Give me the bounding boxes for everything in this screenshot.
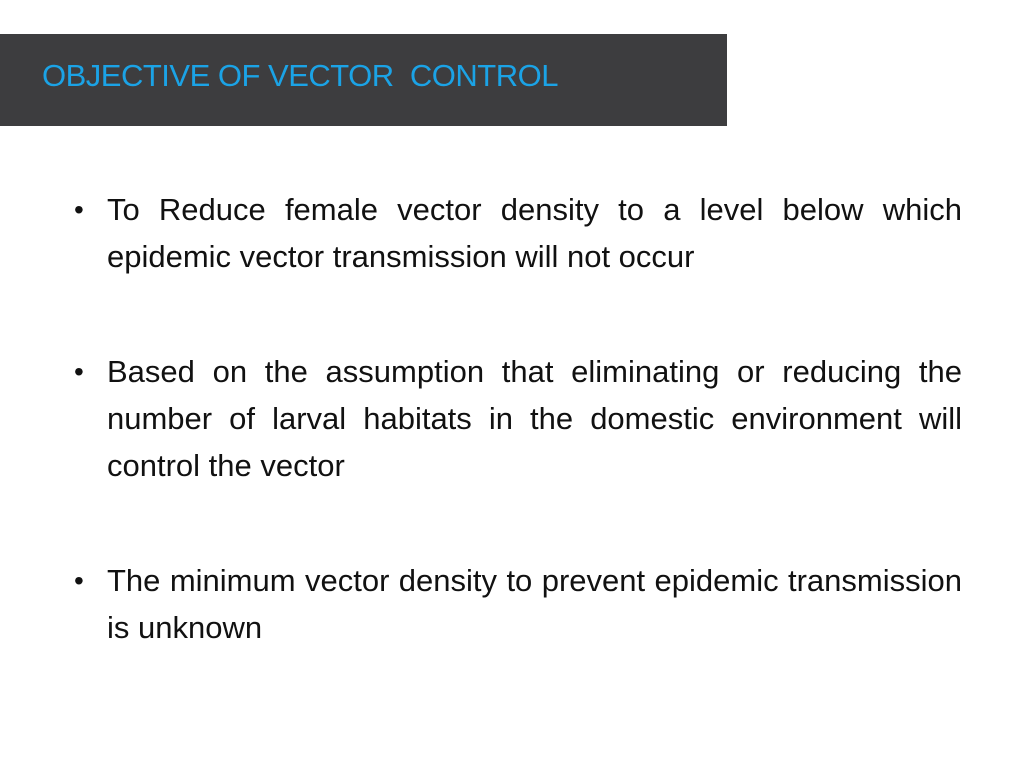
bullet-marker: • <box>74 356 84 387</box>
bullet-text: To Reduce female vector density to a level below which epidemic vector transmission will not occur <box>107 192 962 274</box>
bullet-text: The minimum vector density to prevent epidemic transmission is unknown <box>107 563 962 645</box>
bullet-marker: • <box>74 565 84 596</box>
bullet-text: Based on the assumption that eliminating or reducing the number of larval habitats in the domestic environment will control the vector <box>107 354 962 483</box>
bullet-item <box>72 186 962 280</box>
bullet-item <box>72 557 962 651</box>
bullet-marker: • <box>74 194 84 225</box>
slide-title: OBJECTIVE OF VECTOR CONTROL <box>42 58 558 93</box>
bullet-item <box>72 348 962 489</box>
bullet-list <box>72 186 962 719</box>
